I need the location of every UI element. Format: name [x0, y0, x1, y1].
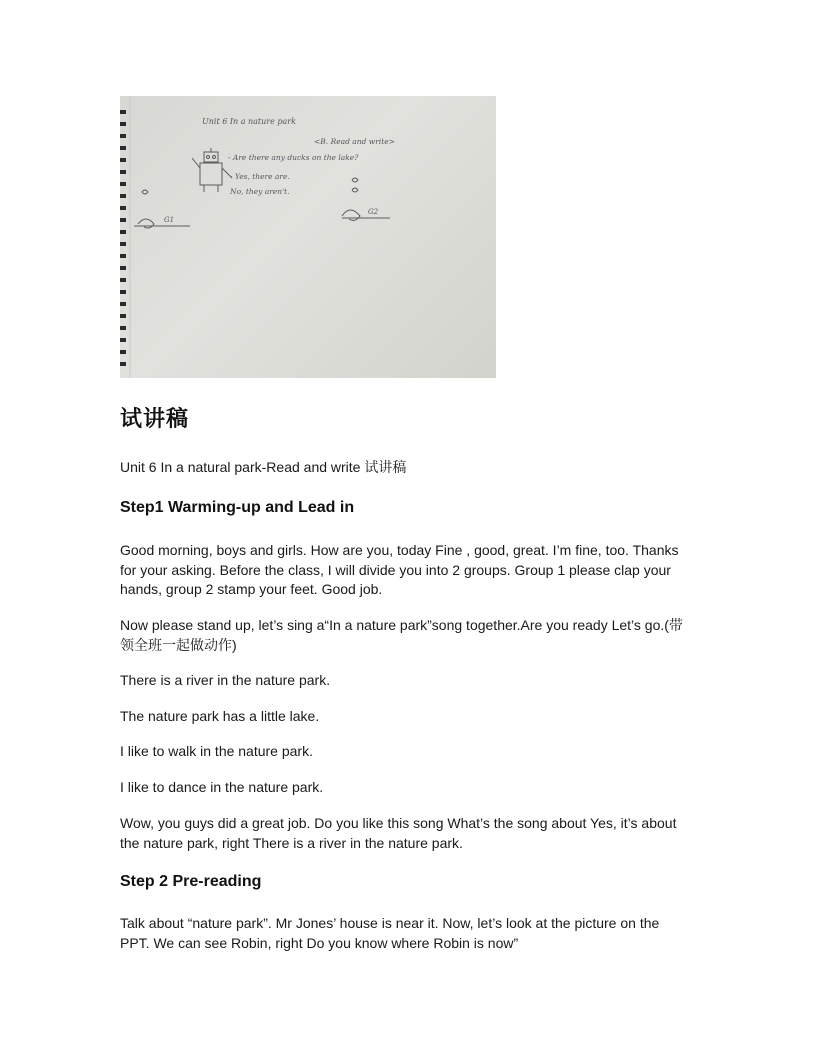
handwritten-question: - Are there any ducks on the lake?	[228, 153, 359, 162]
notebook-photo	[120, 96, 496, 378]
step1-paragraph-4: The nature park has a little lake.	[120, 708, 320, 724]
group1-drawing	[134, 190, 190, 228]
robot-drawing	[192, 148, 232, 192]
group2-drawing	[342, 178, 390, 220]
step1-paragraph-5: I like to walk in the nature park.	[120, 743, 313, 759]
step1-paragraph-2: Now please stand up, let’s sing a“In a nature park”song together.Are you ready Let’s go.(带领全班一起做动作)	[120, 617, 683, 653]
group1-label: G1	[164, 216, 175, 224]
step1-paragraph-6: I like to dance in the nature park.	[120, 779, 324, 795]
group2-label: G2	[368, 208, 379, 216]
page-title: 试讲稿	[120, 407, 190, 432]
handwritten-title: Unit 6 In a nature park	[202, 117, 296, 126]
spiral-binding	[120, 110, 126, 366]
subtitle: Unit 6 In a natural park-Read and write 试讲稿	[120, 459, 407, 475]
handwritten-answer-yes: - Yes, there are.	[230, 172, 290, 181]
handwritten-answer-no: No, they aren't.	[230, 187, 290, 196]
step2-heading: Step 2 Pre-reading	[120, 873, 262, 890]
step1-paragraph-7: Wow, you guys did a great job. Do you like this song What’s the song about Yes, it’s about the nature park, right There is a river in the nature park.	[120, 815, 677, 851]
step1-paragraph-3: There is a river in the nature park.	[120, 672, 331, 688]
step1-paragraph-1: Good morning, boys and girls. How are you, today Fine , good, great. I’m fine, too. Thanks for your asking. Before the class, I will divide you into 2 groups. Group 1 please clap your hands, group 2 stamp your feet. Good job.	[120, 542, 679, 597]
handwritten-section: <B. Read and write>	[314, 137, 395, 146]
step1-heading: Step1 Warming-up and Lead in	[120, 499, 355, 516]
step2-paragraph-1: Talk about “nature park”. Mr Jones’ house is near it. Now, let’s look at the picture on the PPT. We can see Robin, right Do you know where Robin is now”	[120, 915, 660, 951]
